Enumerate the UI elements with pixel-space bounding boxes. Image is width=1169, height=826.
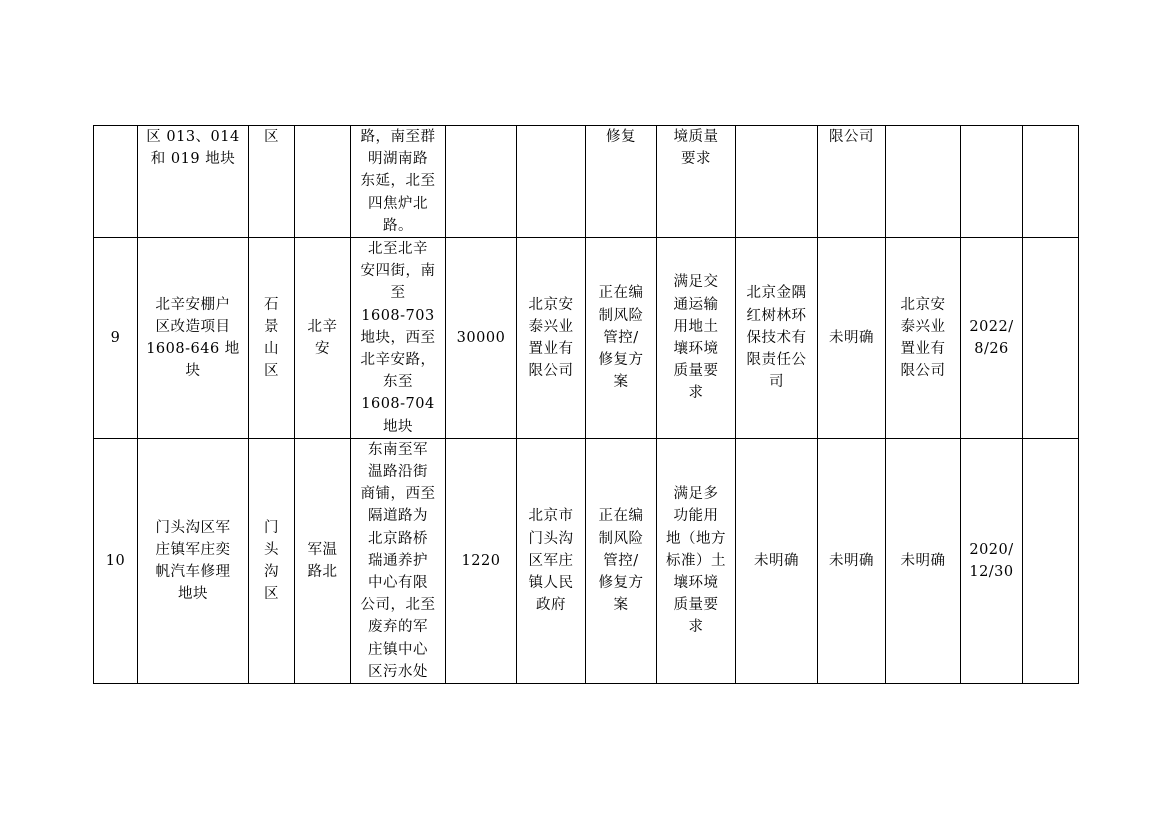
cell-progress: 正在编 制风险 管控/ 修复方 案 xyxy=(586,238,657,439)
cell-remark xyxy=(1023,126,1079,238)
cell-goal: 境质量 要求 xyxy=(657,126,736,238)
cell-investigator xyxy=(736,126,818,238)
table-row xyxy=(94,126,1079,238)
cell-responsible-unit xyxy=(517,126,586,238)
cell-project-name: 区 013、014 和 019 地块 xyxy=(138,126,249,238)
cell-no xyxy=(94,126,138,238)
cell-remediator: 北京安 泰兴业 置业有 限公司 xyxy=(886,238,961,439)
cell-area: 1220 xyxy=(446,438,517,683)
cell-investigator: 北京金隅 红树林环 保技术有 限责任公 司 xyxy=(736,238,818,439)
cell-area: 30000 xyxy=(446,238,517,439)
cell-scope: 路，南至群 明湖南路 东延，北至 四焦炉北 路。 xyxy=(351,126,446,238)
cell-scope: 东南至军 温路沿街 商铺，西至 隔道路为 北京路桥 瑞通养护 中心有限 公司，北至 废弃的军 庄镇中心 区污水处 xyxy=(351,438,446,683)
cell-district: 区 xyxy=(249,126,295,238)
cell-district: 门 头 沟 区 xyxy=(249,438,295,683)
cell-goal: 满足交 通运输 用地土 壤环境 质量要 求 xyxy=(657,238,736,439)
cell-remark xyxy=(1023,238,1079,439)
cell-project-name: 门头沟区军 庄镇军庄奕 帆汽车修理 地块 xyxy=(138,438,249,683)
cell-date: 2022/ 8/26 xyxy=(961,238,1023,439)
cell-district: 石 景 山 区 xyxy=(249,238,295,439)
cell-date: 2020/ 12/30 xyxy=(961,438,1023,683)
cell-assessor: 未明确 xyxy=(818,238,886,439)
cell-no: 10 xyxy=(94,438,138,683)
cell-street: 军温 路北 xyxy=(295,438,351,683)
cell-goal: 满足多 功能用 地（地方 标准）土 壤环境 质量要 求 xyxy=(657,438,736,683)
cell-no: 9 xyxy=(94,238,138,439)
cell-date xyxy=(961,126,1023,238)
cell-area xyxy=(446,126,517,238)
cell-project-name: 北辛安棚户 区改造项目 1608-646 地 块 xyxy=(138,238,249,439)
cell-progress: 正在编 制风险 管控/ 修复方 案 xyxy=(586,438,657,683)
cell-remark xyxy=(1023,438,1079,683)
cell-investigator: 未明确 xyxy=(736,438,818,683)
cell-progress: 修复 xyxy=(586,126,657,238)
table-row xyxy=(94,438,1079,683)
cell-responsible-unit: 北京市 门头沟 区军庄 镇人民 政府 xyxy=(517,438,586,683)
site-list-table xyxy=(93,125,1079,684)
cell-responsible-unit: 北京安 泰兴业 置业有 限公司 xyxy=(517,238,586,439)
cell-street xyxy=(295,126,351,238)
cell-street: 北辛 安 xyxy=(295,238,351,439)
table-row xyxy=(94,238,1079,439)
cell-scope: 北至北辛 安四街，南 至 1608-703 地块，西至 北辛安路， 东至 1608-704 地块 xyxy=(351,238,446,439)
cell-remediator xyxy=(886,126,961,238)
cell-assessor: 限公司 xyxy=(818,126,886,238)
cell-remediator: 未明确 xyxy=(886,438,961,683)
cell-assessor: 未明确 xyxy=(818,438,886,683)
